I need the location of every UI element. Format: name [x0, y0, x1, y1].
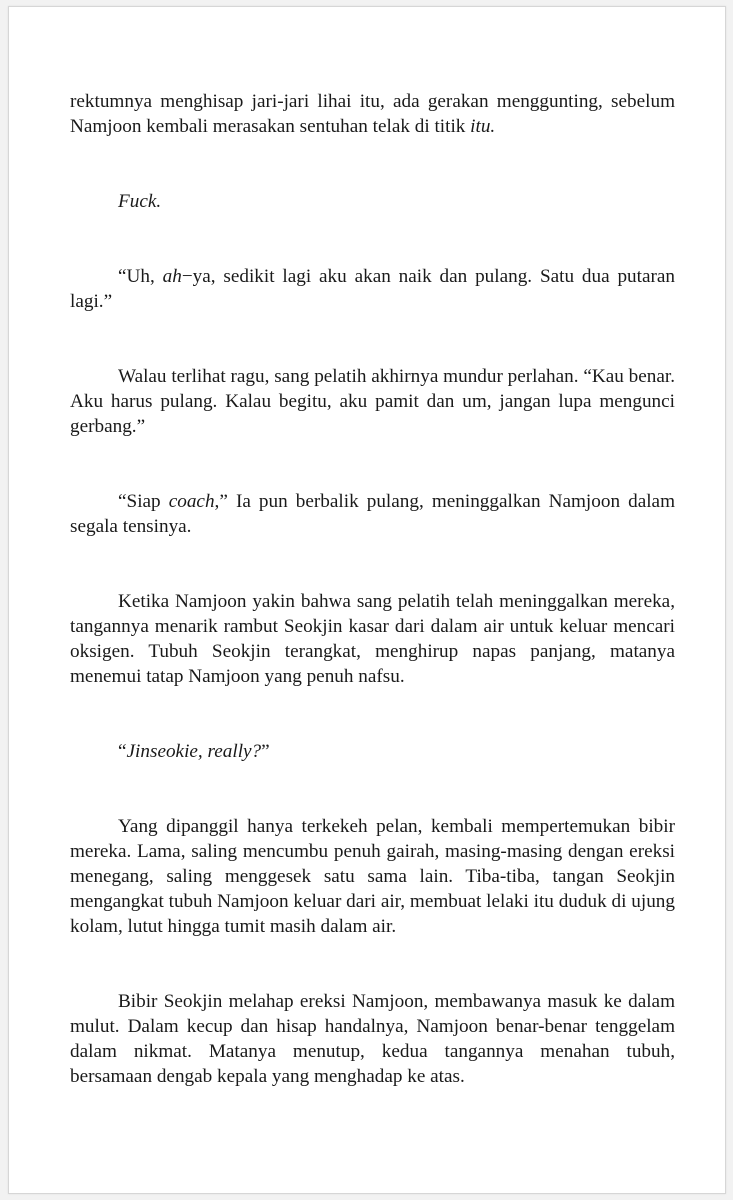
paragraph-3: “Uh, ah−ya, sedikit lagi aku akan naik dan pulang. Satu dua putaran lagi.”: [70, 266, 676, 312]
document-page: [8, 6, 726, 1194]
paragraph-9: Bibir Seokjin melahap ereksi Namjoon, membawanya masuk ke dalam mulut. Dalam kecup dan hisap handalnya, Namjoon benar-benar tenggelam dalam nikmat. Matanya menutup, kedua tangannya menahan tubuh, bersamaan dengab kepala yang menghadap ke atas.: [70, 991, 675, 1087]
paragraph-6: Ketika Namjoon yakin bahwa sang pelatih telah meninggalkan mereka, tangannya menarik rambut Seokjin kasar dari dalam air untuk keluar mencari oksigen. Tubuh Seokjin terangkat, menghirup napas panjang, matanya menemui tatap Namjoon yang penuh nafsu.: [70, 591, 675, 687]
paragraph-8: Yang dipanggil hanya terkekeh pelan, kembali mempertemukan bibir mereka. Lama, saling mencumbu penuh gairah, masing-masing dengan ereksi menegang, saling menggesek satu sama lain. Tiba-tiba, tangan Seokjin mengangkat tubuh Namjoon keluar dari air, membuat lelaki itu duduk di ujung kolam, lutut hingga tumit masih dalam air.: [70, 816, 675, 937]
paragraph-7: “Jinseokie, really?”: [118, 741, 270, 762]
paragraph-5: “Siap coach,” Ia pun berbalik pulang, meninggalkan Namjoon dalam segala tensinya.: [70, 491, 675, 537]
paragraph-4: Walau terlihat ragu, sang pelatih akhirnya mundur perlahan. “Kau benar. Aku harus pulang. Kalau begitu, aku pamit dan um, jangan lupa mengunci gerbang.”: [70, 366, 675, 437]
paragraph-2: Fuck.: [118, 191, 162, 212]
paragraph-1: rektumnya menghisap jari-jari lihai itu, ada gerakan menggunting, sebelum Namjoon kembali merasakan sentuhan telak di titik itu.: [70, 91, 675, 137]
document-body: [70, 89, 675, 1089]
